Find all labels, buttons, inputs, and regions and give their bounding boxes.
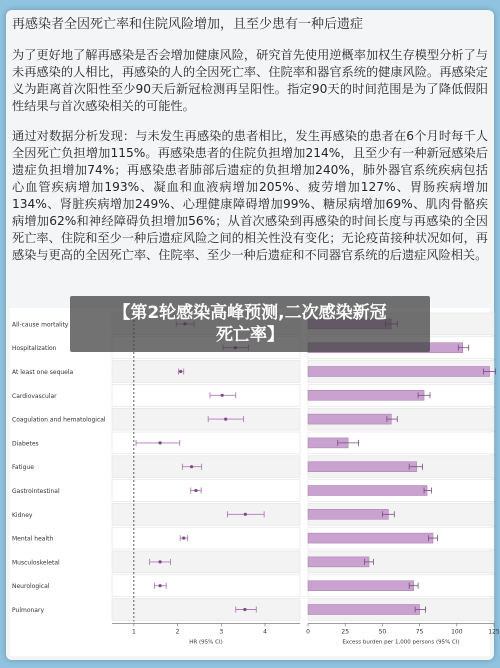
- row-band-left: [112, 408, 300, 430]
- eb-tick-label: 75: [415, 628, 424, 636]
- article-text: [12, 16, 488, 277]
- hr-point: [158, 441, 161, 444]
- row-band-left: [112, 575, 300, 597]
- paragraph-results: 通过对数据分析发现：与未发生再感染的患者相比，发生再感染的患者在6个月时每千人全因死亡负担增加115%。再感染患者的住院负担增加214%，且至少有一种新冠感染后遗症负担增加74%；再感染患者肺部后遗症的负担增加240%，肺外器官系统疾病包括心血管疾病增加193%、凝血和血液病增加205%、疲劳增加127%、胃肠疾病增加134%、肾脏疾病增加249%、心理健康障碍增加99%、糖尿病增加69%、肌肉骨骼疾病增加62%和神经障碍负担增加56%；从首次感染到再感染的时间长度与再感染的全因死亡率、住院和至少一种后遗症风险之间的相关性没有变化；无论疫苗接种状况如何，再感染与更高的全因死亡率、住院率、至少一种后遗症和不同器官系统的后遗症风险相关。: [12, 129, 488, 262]
- eb-bar: [308, 462, 417, 472]
- eb-tick-label: 50: [378, 628, 387, 636]
- eb-tick-label: 100: [451, 628, 463, 636]
- category-label: Neurological: [12, 583, 50, 591]
- hr-point: [194, 489, 197, 492]
- eb-bar: [308, 557, 369, 567]
- eb-tick-label: 25: [341, 628, 350, 636]
- eb-tick-label: 125: [488, 628, 500, 636]
- caption-overlay: [70, 296, 430, 352]
- row-band-left: [112, 551, 300, 573]
- row-band-left: [112, 361, 300, 383]
- caption-line-2: 死亡率】: [216, 325, 284, 345]
- eb-bar: [308, 605, 420, 615]
- hr-point: [190, 465, 193, 468]
- hr-point: [243, 608, 246, 611]
- hr-point: [179, 370, 182, 373]
- hr-point: [221, 394, 224, 397]
- category-label: At least one sequela: [12, 369, 74, 376]
- hr-tick-label: 4: [263, 628, 267, 636]
- paragraph-methods: 为了更好地了解再感染是否会增加健康风险，研究首先使用逆概率加权生存模型分析了与未再感染的人相比，再感染的人的全因死亡率、住院率和器官系统的健康风险。再感染定义为距离首次阳性至少90天后新冠检测再呈阳性。指定90天的时间范围是为了降低假阳性结果与首次感染相关的可能性。: [12, 48, 488, 113]
- hr-tick-label: 2: [175, 628, 180, 636]
- category-label: Gastrointestinal: [12, 488, 60, 495]
- category-label: Pulmonary: [12, 607, 44, 614]
- category-label: Musculoskeletal: [12, 559, 60, 567]
- section-title: 再感染者全因死亡率和住院风险增加，且至少患有一种后遗症: [12, 17, 364, 32]
- hr-axis-label: HR (95% CI): [189, 639, 223, 646]
- hr-point: [244, 513, 247, 516]
- eb-bar: [308, 581, 414, 591]
- eb-bar: [308, 367, 490, 377]
- eb-bar: [308, 533, 433, 543]
- category-label: Kidney: [12, 511, 33, 519]
- row-band-left: [112, 456, 300, 478]
- hr-point: [182, 537, 185, 540]
- row-band-left: [112, 599, 300, 621]
- category-label: Cardiovascular: [12, 392, 57, 400]
- row-band-left: [112, 527, 300, 549]
- caption-line-1: 【第2轮感染高峰预测,二次感染新冠: [113, 303, 387, 323]
- eb-tick-label: 0: [306, 628, 310, 636]
- hr-point: [224, 418, 227, 421]
- eb-axis-label: Excess burden per 1,000 persons (95% CI): [342, 639, 460, 646]
- category-label: Hospitalization: [12, 345, 57, 353]
- eb-bar: [308, 509, 388, 519]
- eb-bar: [308, 390, 424, 400]
- hr-tick-label: 1: [131, 628, 136, 636]
- hr-point: [158, 560, 161, 563]
- eb-bar: [308, 414, 391, 424]
- category-label: Diabetes: [12, 440, 39, 448]
- category-label: Fatigue: [12, 464, 34, 472]
- forest-plot-svg: [10, 308, 500, 656]
- row-band-left: [112, 480, 300, 502]
- category-label: All-cause mortality: [12, 321, 69, 329]
- hr-tick-label: 3: [219, 628, 224, 636]
- category-label: Coagulation and hematological: [12, 416, 106, 424]
- forest-plot-figure: [10, 308, 500, 656]
- eb-bar: [308, 486, 427, 496]
- row-band-left: [112, 384, 300, 406]
- category-label: Mental health: [12, 535, 54, 543]
- hr-point: [158, 584, 161, 587]
- row-band-left: [112, 503, 300, 525]
